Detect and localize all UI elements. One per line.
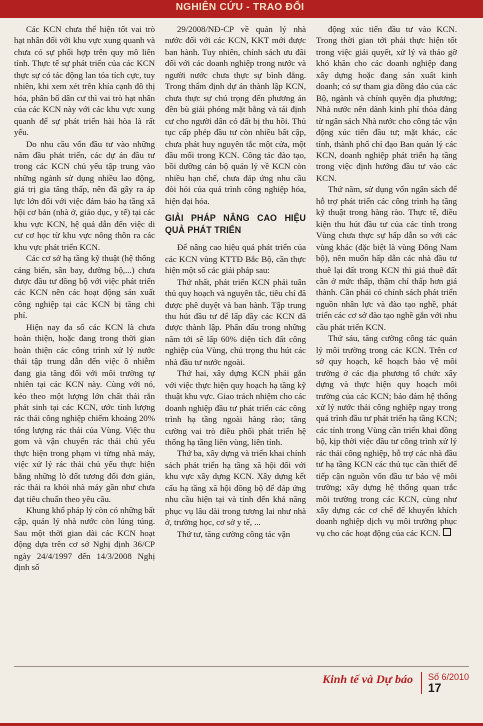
issue-number: Số 6/2010 <box>427 672 469 682</box>
paragraph: động xúc tiến đầu tư vào KCN. Trong thời gian tới phải thực hiện tốt trong việc giải quyết, xử lý và tháo gỡ khó khăn cho các doanh nghiệp đang xây dựng hoặc đang sản xuất kinh doanh; có sự tham gia đồng đảo của các Bộ, ngành và chính quyền địa phương; Nhà nước nên dành kinh phí thỏa đáng từ ngân sách Nhà nước cho công tác vận động xúc tiến đầu tư; mặt khác, các tỉnh, thành phố chỉ đạo Ban quản lý các KCN, doanh nghiệp phát triển hạ tầng trong việc định hướng đầu tư vào các KCN. <box>316 24 457 183</box>
paragraph: Thứ năm, sử dụng vốn ngân sách để hỗ trợ phát triển các công trình hạ tầng kỹ thuật trong hàng rào. Thực tế, điều kiện thu hút đầu tư của các tỉnh trong Vùng chưa thực sự hấp dẫn so với các vùng khác (đặc biệt là vùng Đông Nam bộ), nên muốn hấp dẫn các nhà đầu tư thuê lại đất trong KCN thì giá thuê đất cần ở mức thấp, thậm chí thấp hơn giá thành. Cần phải có chính sách phát triển nguồn nhân lực và đào tạo nghề, phát triển các cơ sở đào tạo nghề gắn với nhu cầu phát triển KCN. <box>316 184 457 332</box>
paragraph-last <box>316 333 457 539</box>
section-label: NGHIÊN CỨU - TRAO ĐỔI <box>175 2 305 13</box>
footer <box>322 672 469 694</box>
paragraph: Khung khổ pháp lý còn có những bất cập, quản lý nhà nước còn lúng túng. Sau một thời gian dài các KCN hoạt động dựa trên cơ sở Nghị định 36/CP ngày 24/4/1997 đến 14/3/2008 Nghị định số <box>14 505 155 573</box>
end-mark-icon <box>443 528 451 536</box>
column-1 <box>14 24 155 662</box>
paragraph: Thứ hai, xây dựng KCN phải gắn với việc thực hiện quy hoạch hạ tầng kỹ thuật khu vực. Giao trách nhiệm cho các doanh nghiệp đầu tư phát triển các công trình hạ tầng ngoài hàng rào; tăng cường vai trò điều phối phát triển hệ thống hạ tầng liên vùng, liên tỉnh. <box>165 368 306 447</box>
paragraph-text: Thứ sáu, tăng cường công tác quản lý môi trường trong các KCN. Trên cơ sở quy hoạch, kế hoạch bảo vệ môi trường ở các địa phương tổ chức xây dựng và thực hiện quy hoạch môi trường của các KCN; bảo đảm hệ thống xử lý nước thải công nghiệp ngay trong quá trình đầu tư phát triển hạ tầng KCN; các tỉnh trong Vùng cần triển khai đồng bộ, kịp thời việc đầu tư công trình xử lý rác thải công nghiệp, hỗ trợ các nhà đầu tư hạ tầng KCN các thủ tục cần thiết để tiếp cận nguồn vốn đầu tư bảo vệ môi trường; xây dựng hệ thống quan trắc môi trường trong các KCN, cùng như xây dựng các cơ chế để khuyến khích doanh nghiệp dịch vụ môi trường phục vụ cho các hoạt động của các KCN. <box>316 333 457 538</box>
page-number: 17 <box>427 681 442 695</box>
paragraph: Các KCN chưa thể hiện tốt vai trò hạt nhân đối với khu vực xung quanh và chưa có sự phối hợp trên quy mô liên tỉnh. Thực tế sự phát triển của các KCN thực sự có tác động lan tỏa tích cực, tuy nhiên, khi xem xét trên khía cạnh đô thị hóa, phân bố dân cư thì vai trò hạt nhân của các KCN này với các khu vực xung quanh để sự phát triển hài hòa là rất yếu. <box>14 24 155 138</box>
paragraph: Thứ nhất, phát triển KCN phải tuân thủ quy hoạch và nguyên tắc, tiêu chí đã được phê duyệt và ban hành. Tập trung thu hút đầu tư để lấp đầy các KCN đã được thành lập. Phấn đấu trong những năm tới sẽ lấp 60% diện tích đất công nghiệp của Vùng, chú trọng thu hút các nhà đầu tư nước ngoài. <box>165 276 306 367</box>
magazine-name: Kinh tế và Dự báo <box>322 672 413 686</box>
column-2 <box>165 24 306 662</box>
paragraph: Các cơ sở hạ tầng kỹ thuật (hệ thống cảng biển, sân bay, đường bộ,...) chưa được đầu tư đồng bộ với việc phát triển các KCN nên các hoạt động sản xuất công nghiệp tại các KCN bị tăng chi phí. <box>14 253 155 321</box>
footer-rule <box>14 666 469 667</box>
paragraph: Thứ tư, tăng cường công tác vận <box>177 528 291 539</box>
paragraph: Do nhu cầu vốn đầu tư vào những năm đầu phát triển, các dự án đầu tư trong các KCN chủ yếu tập trung vào những ngành sử dụng nhiều lao động, giá trị gia tăng thấp, nên đã gây ra áp lực lớn đối với việc đảm bảo hạ tầng xã hội cơ bản (nhà ở, giáo dục, y tế) tại các khu vực KCN, hệ quả dẫn đến việc di cư cơ học từ khu vực nông thôn ra các khu vực phát triển KCN. <box>14 138 155 252</box>
paragraph: Để nâng cao hiệu quả phát triển của các KCN vùng KTTĐ Bắc Bộ, cần thực hiện một số các giải pháp sau: <box>165 242 306 276</box>
issue-block <box>421 672 469 694</box>
paragraph: Hiện nay đa số các KCN là chưa hoàn thiện, hoặc đang trong thời gian hoàn thiện các công trình xử lý nước thải tập trung dẫn đến việc ô nhiễm đang gia tăng đối với môi trường tự nhiên tại các KCN này. Cùng với nó, kéo theo một lượng lớn chất thải rắn phát sinh tại các KCN, ước tính lượng rác thải công nghiệp chiếm khoảng 20% tổng lượng rác thải của Vùng. Việc thu gom và vận chuyển rác thải chủ yếu thực hiện trong phạm vi từng nhà máy, việc xử lý rác thải chủ yếu thực hiện bằng những lò đốt tương đối đơn giản, rác thải ra khỏi nhà máy gần như chưa đạt tiêu chuẩn theo yêu cầu. <box>14 321 155 504</box>
section-heading: GIẢI PHÁP NÂNG CAO HIỆU QUẢ PHÁT TRIỂN <box>165 213 306 235</box>
paragraph: 29/2008/NĐ-CP về quản lý nhà nước đối với các KCN, KKT mới được ban hành. Tuy nhiên, chính sách ưu đãi đối với các doanh nghiệp trong nước và người nước chưa thực sự bình đẳng. Trong thẩm định dự án thành lập KCN, chưa thực sự chú trọng đến phương án đền bù giải phóng mặt bằng và tái định cư cho người dân có đất bị thu hồi. Thủ tục cấp phép đầu tư còn nhiều bất cập, chưa phát huy nguyên tắc một cửa, một đầu mối trong KCN. Công tác đào tạo, bồi dưỡng cán bộ quản lý về KCN còn nhiều hạn chế, chưa đáp ứng nhu cầu đòi hỏi của quá trình công nghiệp hóa, hiện đại hóa. <box>165 24 306 206</box>
paragraph: Thứ ba, xây dựng và triển khai chính sách phát triển hạ tầng xã hội đối với khu vực xây dựng KCN. Xây dựng kết cấu hạ tầng xã hội đồng bộ để đáp ứng nhu cầu hiện tại và tính đến khả năng phục vụ lâu dài trong tương lai như nhà ở, trường học, cơ sở y tế, ... <box>165 448 306 528</box>
column-3 <box>316 24 457 662</box>
